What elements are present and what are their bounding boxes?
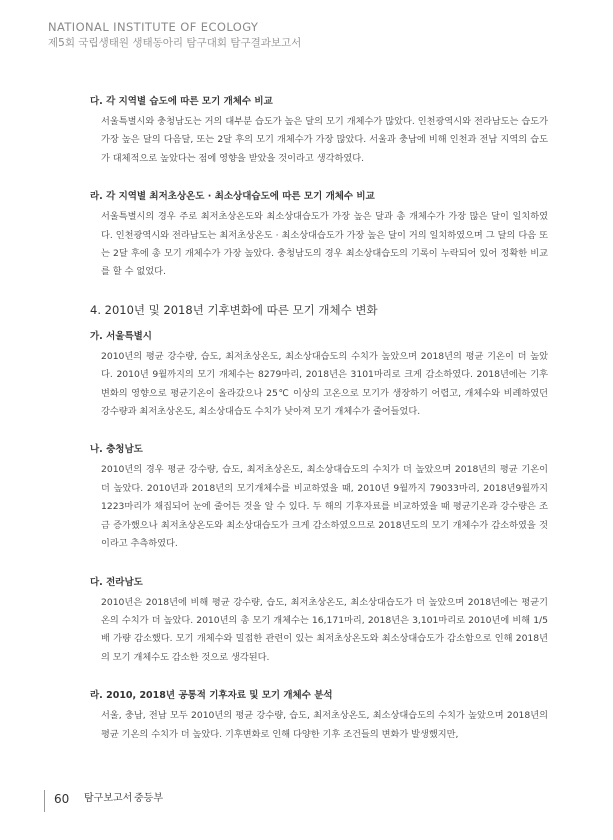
heading-humidity: 다. 각 지역별 습도에 따른 모기 개체수 비교 xyxy=(90,96,273,107)
header-subtitle: 제5회 국립생태원 생태동아리 탐구대회 탐구결과보고서 xyxy=(48,37,302,49)
heading-min-temp-humidity: 라. 각 지역별 최저초상온도 · 최소상대습도에 따른 모기 개체수 비교 xyxy=(90,191,375,203)
paragraph-humidity: 서울특별시와 충청남도는 거의 대부분 습도가 높은 달의 모기 개체수가 많았다. 인천광역시와 전라남도는 습도가 가장 높은 달의 다음달, 또는 2달 후의 모기 개체수가 가장 많았다. 서울과 충남에 비해 인천과 전남 지역의 습도가 대체적으로 높았다는 점에 영향을 받았을 것이라고 생각하였다. xyxy=(101,116,548,164)
page-footer xyxy=(0,780,613,840)
page-number: 60 xyxy=(54,792,70,806)
paragraph-jeonnam: 2010년은 2018년에 비해 평균 강수량, 습도, 최저초상온도, 최소상대습도가 더 높았으며 2018년에는 평균기온의 수치가 더 높았다. 2010년의 총 모기 개체수는 16,171마리, 2018년은 3,101마리로 2010년에 비해 1/5배 가량 감소했다. 모기 개체수와 밀접한 관련이 있는 최저초상온도와 최소상대습도가 감소함으로 인해 2018년의 모기 개체수도 감소한 것으로 생각된다. xyxy=(101,596,548,663)
section-4-title: 4. 2010년 및 2018년 기후변화에 따른 모기 개체수 변화 xyxy=(90,302,378,317)
running-header xyxy=(48,20,301,50)
page-body xyxy=(90,95,548,766)
footer-divider xyxy=(44,790,45,812)
paragraph-seoul: 2010년의 평균 강수량, 습도, 최저초상온도, 최소상대습도의 수치가 높았으며 2018년의 평균 기온이 더 높았다. 2010년 9월까지의 모기 개체수는 8279마리, 2018년은 3101마리로 크게 감소하였다. 2018년에는 기후변화의 영향으로 평균기온이 올라갔으나 25℃ 이상의 고온으로 모기가 생장하기 어렵고, 개체수와 비례하였던 강수량과 최저초상온도, 최소상대습도 수치가 낮아져 모기 개체수가 줄어들었다. xyxy=(101,350,548,418)
heading-seoul: 가. 서울특별시 xyxy=(90,330,152,342)
paragraph-chungnam: 2010년의 경우 평균 강수량, 습도, 최저초상온도, 최소상대습도의 수치가 더 높았으며 2018년의 평균 기온이 더 높았다. 2010년과 2018년의 모기개체수를 비교하였을 때, 2010년 9월까지 79033마리, 2018년9월까지 1223마리가 채집되어 눈에 줄어든 것을 알 수 있다. 두 해의 기후자료를 비교하였을 때 평균기온과 강수량은 조금 증가했으나 최저초상온도와 최소상대습도가 크게 감소하였으므로 2018년도의 모기 개체수가 감소하였을 것이라고 추측하였다. xyxy=(101,464,548,550)
heading-common-analysis: 라. 2010, 2018년 공통적 기후자료 및 모기 개체수 분석 xyxy=(90,690,333,702)
footer-doc-title: 탐구보고서 xyxy=(84,793,133,804)
footer-level: 중등부 xyxy=(134,793,163,804)
heading-jeonnam: 다. 전라남도 xyxy=(90,576,143,588)
paragraph-min-temp-humidity: 서울특별시의 경우 주로 최저초상온도와 최소상대습도가 가장 높은 달과 총 개체수가 가장 많은 달이 일치하였다. 인천광역시와 전라남도는 최저초상온도 · 최소상대습도가 가장 높은 달이 거의 일치하였으며 그 달의 다음 또는 2달 후에 총 모기 개체수가 가장 높았다. 충청남도의 경우 최소상대습도의 기록이 누락되어 있어 정확한 비교를 할 수 없었다. xyxy=(101,211,548,278)
heading-chungnam: 나. 충청남도 xyxy=(90,444,143,456)
paragraph-common-analysis: 서울, 충남, 전남 모두 2010년의 평균 강수량, 습도, 최저초상온도, 최소상대습도의 수치가 높았으며 2018년의 평균 기온의 수치가 더 높았다. 기후변화로 인해 다양한 기후 조건들의 변화가 발생했지만, xyxy=(101,710,548,740)
header-org: NATIONAL INSTITUTE OF ECOLOGY xyxy=(48,20,259,34)
